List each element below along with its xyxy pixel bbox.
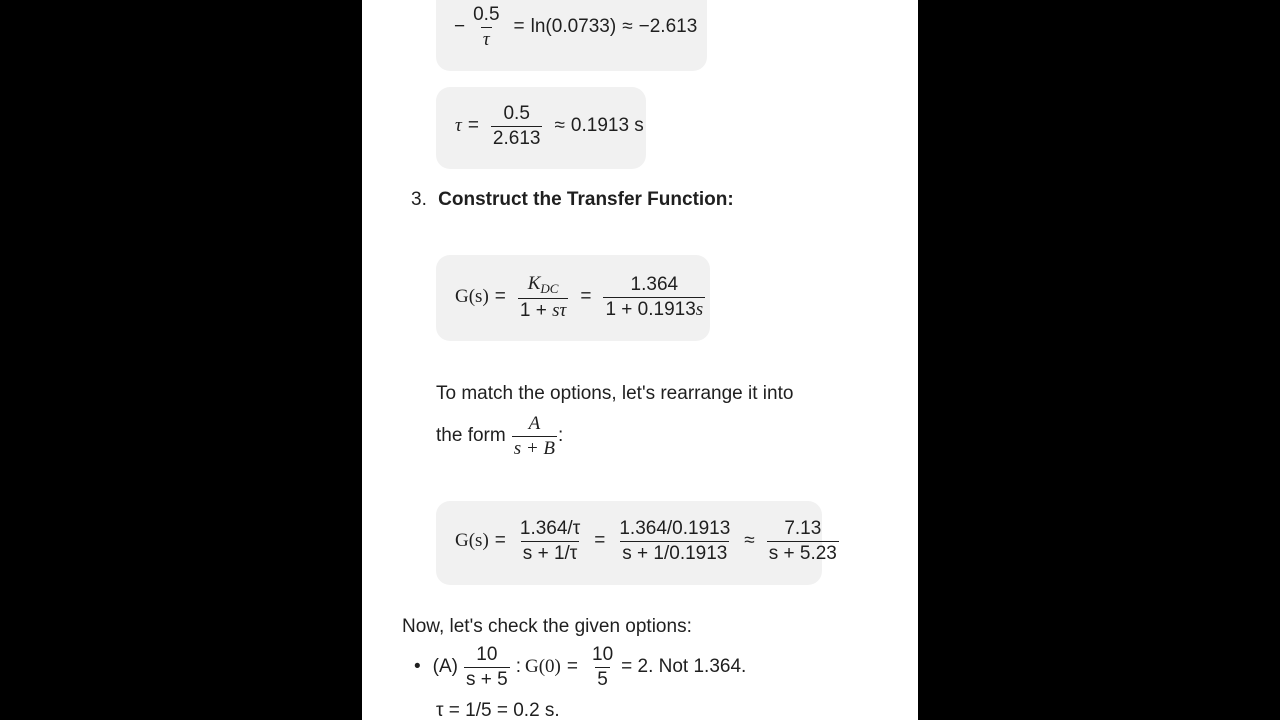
option-label: (A) bbox=[432, 656, 458, 677]
step-3-heading bbox=[411, 189, 734, 211]
denominator: s + 1/τ bbox=[522, 542, 578, 564]
equals-sign: = bbox=[494, 286, 506, 307]
numerator: 7.13 bbox=[784, 518, 822, 540]
ln-expression: ln(0.0733) bbox=[530, 16, 617, 37]
g-of-zero: G(0) bbox=[525, 656, 561, 677]
rearrange-line-1: To match the options, let's rearrange it into bbox=[436, 383, 794, 404]
denominator: s + 1/0.1913 bbox=[622, 542, 728, 564]
approx-sign: ≈ bbox=[622, 16, 633, 37]
den-const: 1 + 0.1913 bbox=[605, 298, 696, 320]
fraction-approx bbox=[767, 518, 839, 564]
fraction-ten-over-five bbox=[590, 644, 615, 690]
fraction-tau bbox=[491, 103, 543, 149]
s-symbol: s bbox=[695, 298, 704, 320]
numerator: 1.364 bbox=[630, 274, 679, 296]
numerator: 10 bbox=[592, 644, 614, 666]
fraction-numeric bbox=[603, 274, 705, 320]
numerator: 1.364/0.1913 bbox=[619, 518, 731, 540]
numerator bbox=[526, 273, 561, 298]
k-symbol: K bbox=[527, 273, 541, 295]
rearrange-line-2 bbox=[436, 412, 563, 460]
check-options-text: Now, let's check the given options: bbox=[402, 616, 692, 637]
equation-rearranged bbox=[455, 516, 845, 566]
bullet: • bbox=[414, 656, 421, 677]
fraction-substituted bbox=[617, 518, 732, 564]
fraction-option-a bbox=[464, 644, 510, 690]
step-title: Construct the Transfer Function: bbox=[438, 189, 734, 210]
numerator: A bbox=[528, 413, 541, 435]
step-number: 3. bbox=[411, 189, 427, 210]
fraction-symbolic bbox=[518, 518, 582, 564]
tau-symbol: τ bbox=[455, 115, 462, 136]
denominator bbox=[518, 298, 568, 321]
denominator: s + 5 bbox=[465, 668, 508, 690]
dc-subscript: DC bbox=[540, 281, 559, 297]
option-a-result: = 2. Not 1.364. bbox=[621, 656, 747, 677]
g-of-s: G(s) bbox=[455, 530, 489, 551]
equation-ln bbox=[454, 4, 697, 50]
s-symbol: s bbox=[552, 299, 560, 321]
denominator: τ bbox=[482, 28, 490, 50]
numerator: 10 bbox=[476, 644, 498, 666]
approx-sign: ≈ bbox=[554, 115, 565, 136]
denominator bbox=[603, 297, 705, 320]
colon: : bbox=[515, 656, 521, 677]
equation-tau bbox=[455, 102, 644, 150]
tau-value: 0.1913 s bbox=[570, 115, 644, 136]
denominator: 5 bbox=[597, 668, 608, 690]
form-text: the form bbox=[436, 425, 506, 446]
content-panel bbox=[362, 0, 918, 720]
denominator: s + B bbox=[513, 437, 556, 459]
equals-sign: = bbox=[467, 115, 479, 136]
minus-sign: − bbox=[454, 16, 466, 37]
equals-sign: = bbox=[594, 530, 606, 551]
equation-transfer-function bbox=[455, 272, 711, 322]
equals-sign: = bbox=[494, 530, 506, 551]
numerator: 0.5 bbox=[473, 4, 500, 26]
denominator: s + 5.23 bbox=[768, 542, 837, 564]
equals-sign: = bbox=[566, 656, 578, 677]
ln-value: −2.613 bbox=[638, 16, 698, 37]
fraction-kdc bbox=[518, 273, 568, 321]
equals-sign: = bbox=[513, 16, 525, 37]
denominator: 2.613 bbox=[492, 127, 541, 149]
tau-line: τ = 1/5 = 0.2 s. bbox=[436, 700, 560, 720]
approx-sign: ≈ bbox=[744, 530, 755, 551]
fraction-half-over-tau bbox=[471, 4, 501, 50]
equals-sign: = bbox=[580, 286, 592, 307]
option-a-item bbox=[414, 643, 746, 691]
colon: : bbox=[558, 425, 564, 446]
g-of-s: G(s) bbox=[455, 286, 489, 307]
den-const: 1 + bbox=[519, 299, 553, 321]
tau-symbol: τ bbox=[559, 299, 567, 321]
numerator: 1.364/τ bbox=[519, 518, 581, 540]
fraction-a-over-s-plus-b bbox=[512, 413, 557, 459]
numerator: 0.5 bbox=[503, 103, 530, 125]
